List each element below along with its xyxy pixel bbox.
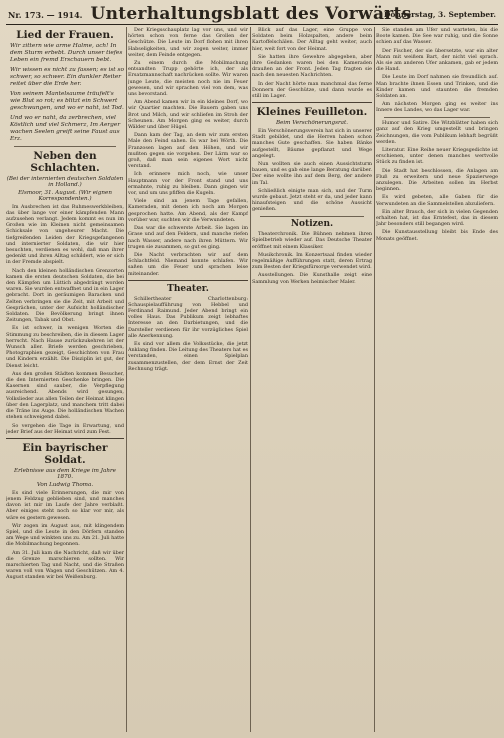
article-paragraph: Im Ausbrechen ist das Ruhmeswerkbleiben, das über lange vor einer kämpfenden Mann aufzusehen verlangt. Jedem kommt es nun im Großen wie im Kleinen nicht gemeinsamen Schicksale von ungeheurer Macht. Die tiefgreifenden Leiden der Kriegsgefangenen und internierter Soldaten, die wir hier besuchten, verdienen es wohl, daß man ihrer gedenkt und ihren Alltag schildert, wie er sich in der Fremde abspielt. (6, 203, 124, 266)
note-paragraph: Es wird gebeten, alle Gaben für die Verwundeten an die Sammelstellen abzuliefern. (376, 194, 498, 207)
article-paragraph: Es ist schwer, in wenigen Worten die Stimmung zu beschreiben, die in diesem Lager herrscht. Nach Hause zurückzukehren ist der Wunsch aller. Briefe werden geschrieben, Photographien gezeigt, Geschichten von Frau und Kindern erzählt. Die Disziplin ist gut, der Dienst leicht. (6, 325, 124, 369)
note-paragraph: Ein alter Brauch, der sich in vielen Gegenden erhalten hat, ist das Erntefest, das in diesem Jahr besonders still begangen wird. (376, 208, 498, 228)
note-paragraph: Literatur. Eine Reihe neuer Kriegsgedichte ist erschienen, unter denen manches wertvolle Stück zu finden ist. (376, 147, 498, 166)
issue-date: Donnerstag, 3. September. (383, 10, 496, 19)
column-3 (252, 27, 372, 732)
feuilleton-subtitle: Beim Verschönerungsrat. (275, 120, 349, 127)
note-paragraph: Ausstellungen. Die Kunsthalle zeigt eine Sammlung von Werken heimischer Maler. (252, 272, 372, 285)
story-paragraph: Das war die schwerste Arbeit. Sie lagen im Grase und auf den Feldern, und manche riefen nach Wasser, andere nach ihren Müttern. Wir trugen sie zusammen, so gut es ging. (128, 225, 248, 250)
story-paragraph: Der Kriegsschauplatz lag vor uns, und wir hörten schon von ferne das Grollen der Geschütze. Die Leute im Dorf flohen mit ihren Habseligkeiten, und wir zogen weiter, immer weiter, dem Feinde entgegen. (128, 27, 248, 58)
story-paragraph: Zu einem durch die Mobilmachung entsandten Trupp gehörte ich, der als Ersatzmannschaft nachrücken sollte. Wir waren junge Leute, die meisten noch nie im Feuer gewesen, und wir sprachen viel von dem, was uns bevorstand. (128, 60, 248, 98)
theater-paragraph: Schillertheater Charlottenburg: Schauspielaufführung von Hebbel und Ferdinand Raimund. Jeder Abend bringt ein volles Haus. Das Publikum zeigt lebhaftes Interesse an den Darbietungen, und die Darsteller verdienen für ihr vorzügliches Spiel alle Anerkennung. (128, 295, 248, 339)
story-title: Ein bayrischer Soldat. (22, 441, 108, 466)
note-paragraph: Die Stadt hat beschlossen, die Anlagen am Fluß zu erweitern und neue Spazierwege anzulegen. Die Arbeiten sollen im Herbst beginnen. (376, 167, 498, 193)
column-2 (128, 27, 248, 732)
theater-title: Theater. (167, 283, 209, 294)
article-title: Neben den Schlachten. (30, 149, 100, 174)
article-paragraph: Am nächsten Morgen ging es weiter ins Innere des Landes, wo das Lager war. (376, 101, 498, 114)
story-paragraph: Dann kam der Tag, an dem wir zum ersten Male den Feind sahen. Es war bei Wörth. Die Franzosen lagen auf den Höhen, und wir mußten gegen sie vorgehen. Der Lärm war so groß, daß man sein eigenes Wort nicht verstand. (128, 132, 248, 170)
feuilleton-paragraph: Nun wollten sie auch einen Aussichtsturm bauen, und es gab eine lange Beratung darüber. Der eine wollte ihn auf dem Berg, der andere im Tal. (252, 161, 372, 186)
column-rule (374, 27, 375, 732)
masthead (6, 4, 498, 25)
story-paragraph: Am Abend kamen wir in ein kleines Dorf, wo wir Quartier machten. Die Bauern gaben uns Brot und Milch, und wir schliefen im Stroh der Scheunen. Am Morgen ging es weiter, durch Wälder und über Hügel. (128, 99, 248, 131)
issue-number: Nr. 173. — 1914. (8, 10, 83, 20)
article-paragraph: Sie hatten ihre Gewehre abgegeben, aber ihre Gedanken waren bei den Kameraden draußen an der Front. Jeden Tag fragten sie nach den neuesten Nachrichten. (252, 53, 372, 79)
article-paragraph: Nach den kleinen holländischen Grenzorten kamen die ersten deutschen Soldaten, die bei den Kämpfen um Lüttich abgedrängt worden waren. Sie wurden entwaffnet und in ein Lager gebracht. Dort in geräumigen Baracken und Zelten verbringen sie die Zeit, mit Arbeit und Gesprächen, unter der Aufsicht holländischer Soldaten. Die Bevölkerung bringt ihnen Zeitungen, Tabak und Obst. (6, 267, 124, 324)
note-paragraph: Theaterchronik. Die Bühnen nehmen ihren Spielbetrieb wieder auf. Das Deutsche Theater eröffnet mit einem Klassiker. (252, 231, 372, 250)
poem-stanza: Wir wissen es nicht zu fassen; es ist so schwer, so schwer. Ein dunkler Reiter reitet über die Erde her. (10, 67, 124, 87)
article-paragraph: Aus den großen Städten kommen Besucher, die den Internierten Geschenke bringen. Die Kasernen sind sauber, die Verpflegung ausreichend. Abends wird gesungen, Volkslieder aus allen Teilen der Heimat klingen über den Lagerplatz, und manchem tritt dabei die Träne ins Auge. Die holländischen Wachen stehen schweigend dabei. (6, 370, 124, 421)
feuilleton-paragraph: Ein Verschönerungsverein hat sich in unserer Stadt gebildet, und die Herren haben schon manches Gute geschaffen. Sie haben Bänke aufgestellt, Bäume gepflanzt und Wege angelegt. (252, 128, 372, 159)
story-paragraph: Es sind viele Erinnerungen, die mir von jenem Feldzug geblieben sind, und manches davon ist mir im Laufe der Jahre verblaßt. Aber einiges steht noch so klar vor mir, als wäre es gestern gewesen. (6, 489, 124, 521)
story-paragraph: Die Nacht verbrachten wir auf dem Schlachtfeld. Niemand konnte schlafen. Wir saßen um die Feuer und sprachen leise miteinander. (128, 251, 248, 277)
article-dateline: Elsmoor, 31. August. (Wir eignen Korrespondenten.) (18, 189, 112, 202)
column-rule (250, 27, 251, 732)
newspaper-title: Unterhaltungsblatt des Vorwärts (90, 4, 412, 24)
article-subtitle: (Bei der internierten deutschen Soldaten in Holland.) (6, 175, 124, 188)
poem-stanza: Von seinem Mantelsaume träufelt's wie Blut so rot; es blitzt ein Schwert geschwungen, und wo er naht, ist Tod. (10, 91, 124, 111)
column-1 (6, 27, 124, 732)
divider (6, 438, 124, 439)
theater-paragraph: Es sind vor allem die Volksstücke, die jetzt Anklang finden. Die Leitung des Theaters hat es verstanden, einen Spielplan zusammenzustellen, der dem Ernst der Zeit Rechnung trägt. (128, 340, 248, 372)
article-paragraph: Die Leute im Dorf nahmen sie freundlich auf. Man brachte ihnen Essen und Trinken, und die Kinder kamen und staunten die fremden Soldaten an. (376, 74, 498, 100)
story-author: Von Ludwig Thoma. (36, 481, 94, 488)
story-paragraph: Wir zogen im August aus, mit klingendem Spiel, und die Leute in den Dörfern standen am Wege und winkten uns zu. Am 21. Juli hatte die Mobilmachung begonnen. (6, 522, 124, 548)
article-paragraph: So vergehen die Tage in Erwartung, und jeder Brief aus der Heimat wird zum Fest. (6, 422, 124, 435)
story-subtitle: Erlebnisse aus dem Kriege im Jahre 1870. (14, 467, 116, 480)
article-paragraph: Blick auf das Lager, eine Gruppe von Soldaten beim Holzspalten, andere beim Kartoffelschälen. Der Alltag geht weiter, auch hier, weit fort von der Heimat. (252, 27, 372, 52)
divider (252, 102, 372, 103)
story-paragraph: Am 31. Juli kam die Nachricht, daß wir über die Grenze marschieren sollten. Wir marschierten Tag und Nacht, und die Straßen waren voll von Wagen und Geschützen. Am 4. August standen wir bei Weißenburg. (6, 549, 124, 581)
notes-title: Notizen. (290, 219, 334, 230)
divider (260, 216, 364, 217)
poem-stanza: Wir zittern wie arme Halme, ach! In dem Sturm erbebt. Durch unser tiefes Leben ein fremd Erschauern bebt. (10, 43, 123, 63)
article-paragraph: Sie standen am Ufer und warteten, bis die Boote kamen. Die See war ruhig, und die Sonne schien auf das Wasser. (376, 27, 498, 46)
column-rule (126, 27, 127, 732)
divider (384, 117, 490, 118)
article-paragraph: In der Nacht hörte man manchmal das ferne Donnern der Geschütze, und dann wurde es still im Lager. (252, 80, 372, 100)
story-paragraph: Ich erinnere mich noch, wie unser Hauptmann vor der Front stand und uns ermahnte, ruhig zu bleiben. Dann gingen wir vor, und um uns pfiffen die Kugeln. (128, 171, 248, 197)
note-paragraph: Musikchronik. Im Konzertsaal finden wieder regelmäßige Aufführungen statt, deren Ertrag zum Besten der Kriegsfürsorge verwendet wird. (252, 251, 372, 271)
note-paragraph: Die Kunstausstellung bleibt bis Ende des Monats geöffnet. (376, 229, 498, 242)
poem-stanza: Und wo er naht, da zerbrechen, viel Köstlich und viel Schmerz, Im Aerger wachen Seelen greift seine Faust aus Erz. (10, 115, 121, 142)
story-paragraph: Viele sind an jenem Tage gefallen, Kameraden, mit denen ich noch am Morgen gesprochen hatte. Am Abend, als der Kampf vorüber war, suchten wir die Verwundeten. (128, 198, 248, 223)
feuilleton-paragraph: Schließlich einigte man sich, und der Turm wurde gebaut. Jetzt steht er da, und jeder kann hinaufsteigen und die schöne Aussicht genießen. (252, 187, 372, 213)
divider (14, 146, 116, 147)
feuilleton-title: Kleines Feuilleton. (256, 106, 368, 119)
note-paragraph: Humor und Satire. Die Witzblätter haben sich ganz auf den Krieg umgestellt und bringen Zeichnungen, die vom Publikum lebhaft begrüßt werden. (376, 120, 498, 145)
column-4 (376, 27, 498, 732)
divider (128, 280, 248, 281)
poem-title: Lied der Frauen. (16, 29, 114, 41)
article-paragraph: Der Fischer, der sie übersetzte, war ein alter Mann mit weißem Bart, der nicht viel sprach. Als sie am anderen Ufer ankamen, gab er jedem die Hand. (376, 47, 498, 73)
